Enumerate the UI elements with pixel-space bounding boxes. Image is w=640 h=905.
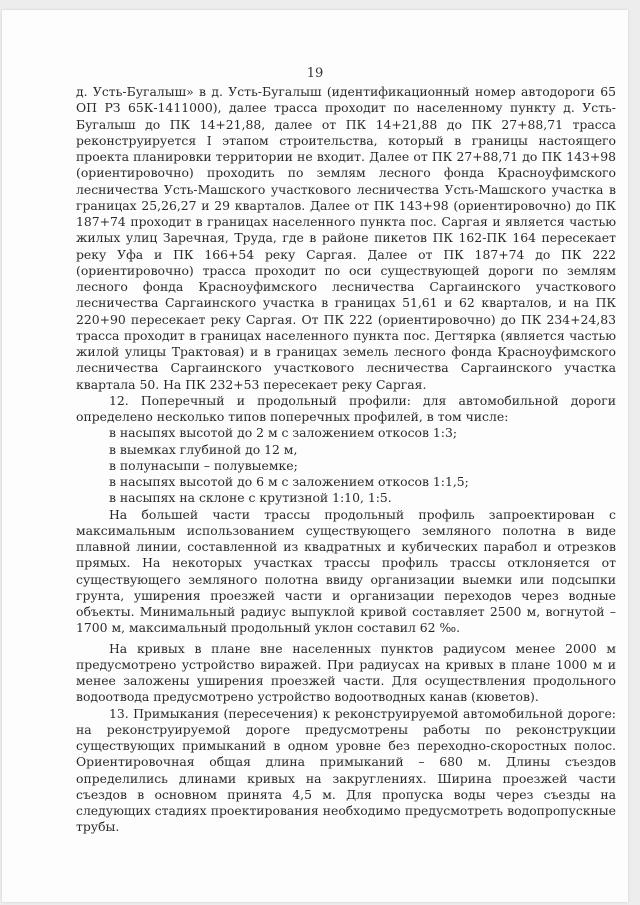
list-item: в выемках глубиной до 12 м, [109,441,298,457]
list-item: в полунасыпи – полувыемке; [109,457,298,473]
list-item: в насыпях высотой до 2 м с заложением откосов 1:3; [109,425,457,441]
list-item: в насыпях на склоне с крутизной 1:10, 1:5. [109,490,392,506]
paragraph-longitudinal-profile: На большей части трассы продольный профиль запроектирован с максимальным использованием существующего земляного полотна в виде плавной линии, составленной из квадратных и кубических парабол и отрезков прямых. На некоторых участках трассы профиль трассы отклоняется от существующего земляного полотна ввиду организации выемки или подсыпки грунта, уширения проезжей части и организации переходов через водные объекты. Минимальный радиус выпуклой кривой составляет 2500 м, вогнутой – 1700 м, максимальный продольный уклон составил 62 ‰. [76,506,616,636]
paragraph-junctions: 13. Примыкания (пересечения) к реконструируемой автомобильной дороге: на реконструируемой дороге предусмотрены работы по реконструкции существующих примыканий в одном уровне без переходно-скоростных полос. Ориентировочная общая длина примыканий – 680 м. Длины съездов определились длинами кривых на закруглениях. Ширина проезжей части съездов в основном принята 4,5 м. Для пропуска воды через съезды на следующих стадиях проектирования необходимо предусмотреть водопропускные трубы. [76,705,616,835]
paragraph-curves: На кривых в плане вне населенных пунктов радиусом менее 2000 м предусмотрено устройство виражей. При радиусах на кривых в плане 1000 м и менее заложены уширения проезжей части. Для осуществления продольного водоотвода предусмотрено устройство водоотводных канав (кюветов). [76,640,616,705]
paragraph-profiles-heading: 12. Поперечный и продольный профили: для автомобильной дороги определено несколько типов поперечных профилей, в том числе: [76,392,616,424]
list-item: в насыпях высотой до 6 м с заложением откосов 1:1,5; [109,474,469,489]
document-page [2,10,628,902]
page-number: 19 [306,66,324,81]
document-body [76,84,616,836]
profile-type-list [76,425,616,506]
paragraph-route-description: д. Усть-Бугалыш» в д. Усть-Бугалыш (идентификационный номер автодороги 65 ОП РЗ 65К-1411000), далее трасса проходит по населенному пункту д. Усть-Бугалыш до ПК 14+21,88, далее от ПК 14+21,88 до ПК 27+88,71 трасса реконструируется I этапом строительства, который в границы настоящего проекта планировки территории не входит. Далее от ПК 27+88,71 до ПК 143+98 (ориентировочно) проходить по землям лесного фонда Красноуфимского лесничества Усть-Машского участкового лесничества Усть-Машского участка в границах 25,26,27 и 29 кварталов. Далее от ПК 143+98 (ориентировочно) до ПК 187+74 проходит в границах населенного пункта пос. Саргая и является частью жилых улиц Заречная, Труда, где в районе пикетов ПК 162-ПК 164 пересекает реку Уфа и ПК 166+54 реку Саргая. Далее от ПК 187+74 до ПК 222 (ориентировочно) трасса проходит по оси существующей дороги по землям лесного фонда Красноуфимского лесничества Саргаинского участкового лесничества Саргаинского участка в границах 51,61 и 62 кварталов, и на ПК 220+90 пересекает реку Саргая. От ПК 222 (ориентировочно) до ПК 234+24,83 трасса проходит в границах населенного пункта пос. Дегтярка (является частью жилой улицы Трактовая) и в границах земель лесного фонда Красноуфимского лесничества Саргаинского участкового лесничества Саргаинского участка квартала 50. На ПК 232+53 пересекает реку Саргая. [76,84,616,392]
